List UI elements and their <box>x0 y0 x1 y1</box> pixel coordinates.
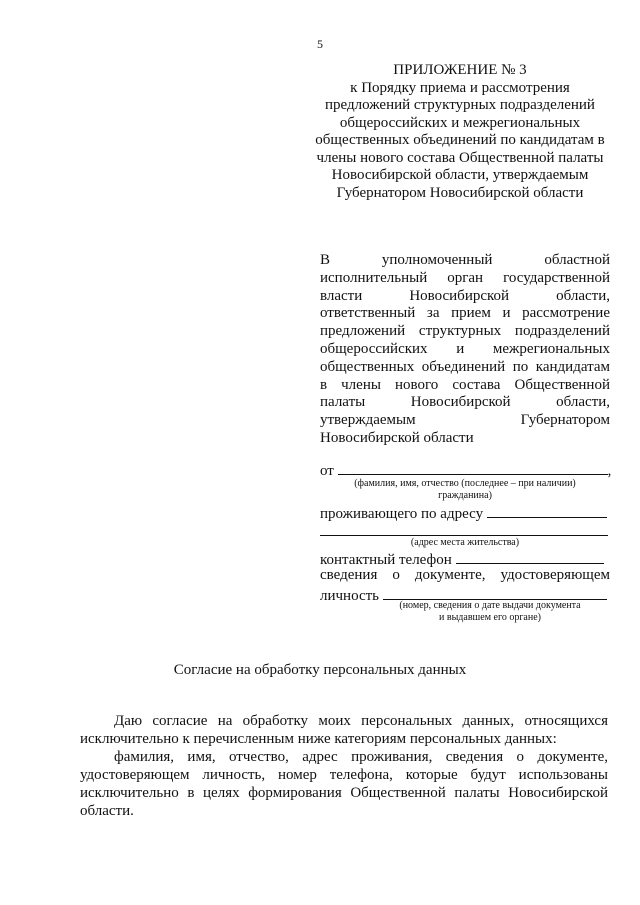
appendix-line: члены нового состава Общественной палаты <box>316 149 604 166</box>
appendix-line: к Порядку приема и рассмотрения <box>350 79 570 96</box>
id-fill-line[interactable] <box>383 585 607 600</box>
addressee-line: общероссийских и межрегиональных <box>320 340 610 357</box>
addressee-block <box>320 252 610 448</box>
addressee-line: утверждаемым Губернатором <box>320 412 610 429</box>
phone-fill-line[interactable] <box>456 549 604 564</box>
from-hint-line: (фамилия, имя, отчество (последнее – при наличии) <box>354 478 576 489</box>
addressee-line: ответственный за прием и рассмотрение <box>320 305 610 322</box>
addressee-line: исполнительный орган государственной <box>320 269 610 286</box>
page-number: 5 <box>317 37 323 51</box>
id-hint <box>380 600 600 624</box>
address-fill-line[interactable] <box>487 503 607 518</box>
address-continuation-line[interactable] <box>320 535 608 536</box>
id-hint-line: (номер, сведения о дате выдачи документа <box>399 600 581 611</box>
from-label: от <box>320 463 334 479</box>
from-field-row <box>320 460 611 480</box>
from-hint-line: гражданина) <box>438 490 492 501</box>
appendix-line: предложений структурных подразделений <box>325 97 595 113</box>
phone-label: контактный телефон <box>320 552 452 568</box>
addressee-line: Новосибирской области <box>320 429 474 446</box>
addressee-line: предложений структурных подразделений <box>320 323 610 340</box>
appendix-line: общественных объединений по кандидатам в <box>315 132 605 148</box>
address-field-row <box>320 503 607 523</box>
id-label-line: сведения о документе, удостоверяющем <box>320 567 610 583</box>
appendix-title: ПРИЛОЖЕНИЕ № 3 <box>393 62 527 78</box>
addressee-line: В уполномоченный областной <box>320 252 610 268</box>
addressee-line: общественных объединений по кандидатам <box>320 358 610 375</box>
phone-field-row <box>320 549 604 569</box>
addressee-line: власти Новосибирской области, <box>320 287 610 304</box>
from-fill-line[interactable] <box>338 460 608 475</box>
addressee-line: палаты Новосибирской области, <box>320 394 610 411</box>
address-label: проживающего по адресу <box>320 506 484 522</box>
document-title: Согласие на обработку персональных данных <box>173 662 467 678</box>
appendix-line: общероссийских и межрегиональных <box>339 114 581 131</box>
from-trailing-comma: , <box>607 463 612 479</box>
appendix-line: Губернатором Новосибирской области <box>336 184 584 201</box>
appendix-line: Новосибирской области, утверждаемым <box>331 167 589 183</box>
appendix-header <box>300 62 620 202</box>
addressee-line: в члены нового состава Общественной <box>320 376 610 393</box>
id-label: личность <box>320 588 380 604</box>
from-hint <box>320 478 610 502</box>
address-hint: (адрес места жительства) <box>410 537 520 548</box>
consent-paragraph: Даю согласие на обработку моих персональных данных, относящихся исключительно к перечисленным ниже категориям персональных данных: <box>80 713 608 747</box>
id-hint-line: и выдавшем его органе) <box>439 612 541 623</box>
categories-paragraph: фамилия, имя, отчество, адрес проживания, сведения о документе, удостоверяющем личность, номер телефона, которые будут использованы исключительно в целях формирования Общественной палаты Новосибирской области. <box>80 749 608 819</box>
